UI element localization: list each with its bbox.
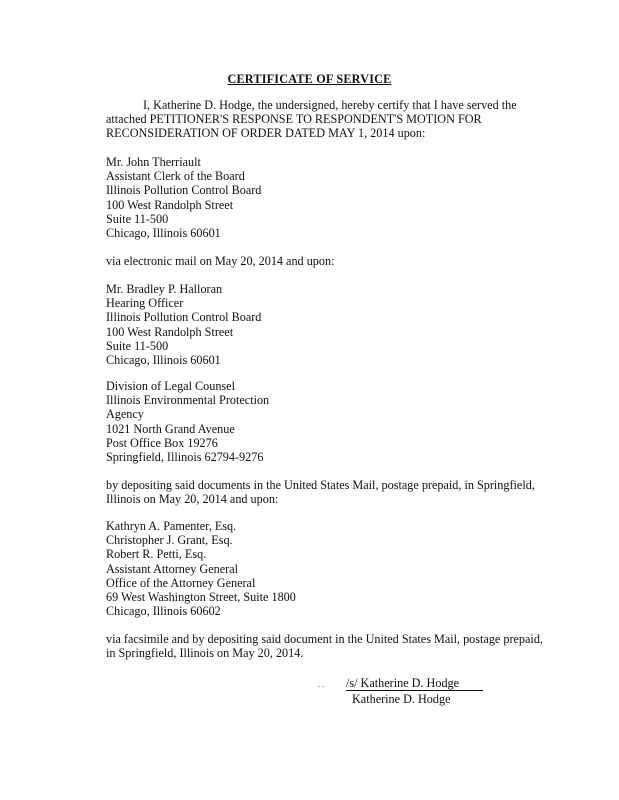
intro-line: RECONSIDERATION OF ORDER DATED MAY 1, 2014 upon: xyxy=(106,126,426,141)
method-line: via facsimile and by depositing said document in the United States Mail, postage prepaid, xyxy=(106,632,543,646)
address-line: Chicago, Illinois 60601 xyxy=(106,353,221,368)
address-line: 100 West Randolph Street xyxy=(106,197,234,212)
intro-line: I, Katherine D. Hodge, the undersigned, hereby certify that I have served the xyxy=(143,98,517,112)
method-line: via electronic mail on May 20, 2014 and upon: xyxy=(106,254,335,268)
address-line: 69 West Washington Street, Suite 1800 xyxy=(106,590,296,605)
signature-line xyxy=(318,676,518,692)
address-line: Assistant Attorney General xyxy=(106,561,239,576)
address-line: Mr. John Therriault xyxy=(106,155,201,169)
intro-line: attached PETITIONER'S RESPONSE TO RESPONDENT'S MOTION FOR xyxy=(106,112,482,127)
recipient-legal-counsel xyxy=(106,379,556,464)
address-line: Springfield, Illinois 62794-9276 xyxy=(106,450,264,465)
address-line: Agency xyxy=(106,407,144,422)
address-line: Hearing Officer xyxy=(106,296,184,311)
recipient-clerk xyxy=(106,155,556,240)
signature-leader: . . xyxy=(318,680,324,689)
address-line: Robert R. Petti, Esq. xyxy=(106,547,207,562)
address-line: Chicago, Illinois 60601 xyxy=(106,226,221,241)
service-method-email xyxy=(106,254,556,268)
method-line: in Springfield, Illinois on May 20, 2014. xyxy=(106,646,304,661)
address-line: Christopher J. Grant, Esq. xyxy=(106,533,233,548)
address-line: Mr. Bradley P. Halloran xyxy=(106,282,223,296)
address-line: Division of Legal Counsel xyxy=(106,379,235,393)
address-line: Chicago, Illinois 60602 xyxy=(106,604,221,619)
document-title: CERTIFICATE OF SERVICE xyxy=(227,72,392,86)
recipient-attorney-general xyxy=(106,519,556,618)
method-line: by depositing said documents in the United States Mail, postage prepaid, in Springfield, xyxy=(106,478,535,492)
service-method-mail xyxy=(106,478,556,506)
signature-block xyxy=(318,676,518,706)
address-line: Illinois Environmental Protection xyxy=(106,393,270,408)
address-line: Illinois Pollution Control Board xyxy=(106,310,262,325)
address-line: Assistant Clerk of the Board xyxy=(106,169,245,184)
address-line: Suite 11-500 xyxy=(106,211,169,226)
method-line: Illinois on May 20, 2014 and upon: xyxy=(106,492,279,507)
address-line: Post Office Box 19276 xyxy=(106,435,218,450)
recipient-hearing-officer xyxy=(106,282,556,367)
address-line: Suite 11-500 xyxy=(106,338,169,353)
address-line: Kathryn A. Pamenter, Esq. xyxy=(106,519,237,533)
signer-name: Katherine D. Hodge xyxy=(352,692,451,707)
address-line: Illinois Pollution Control Board xyxy=(106,183,262,198)
intro-paragraph xyxy=(106,98,546,141)
electronic-signature: /s/ Katherine D. Hodge xyxy=(346,677,483,691)
address-line: 1021 North Grand Avenue xyxy=(106,421,235,436)
address-line: 100 West Randolph Street xyxy=(106,324,234,339)
address-line: Office of the Attorney General xyxy=(106,575,256,590)
service-method-fax xyxy=(106,632,556,660)
